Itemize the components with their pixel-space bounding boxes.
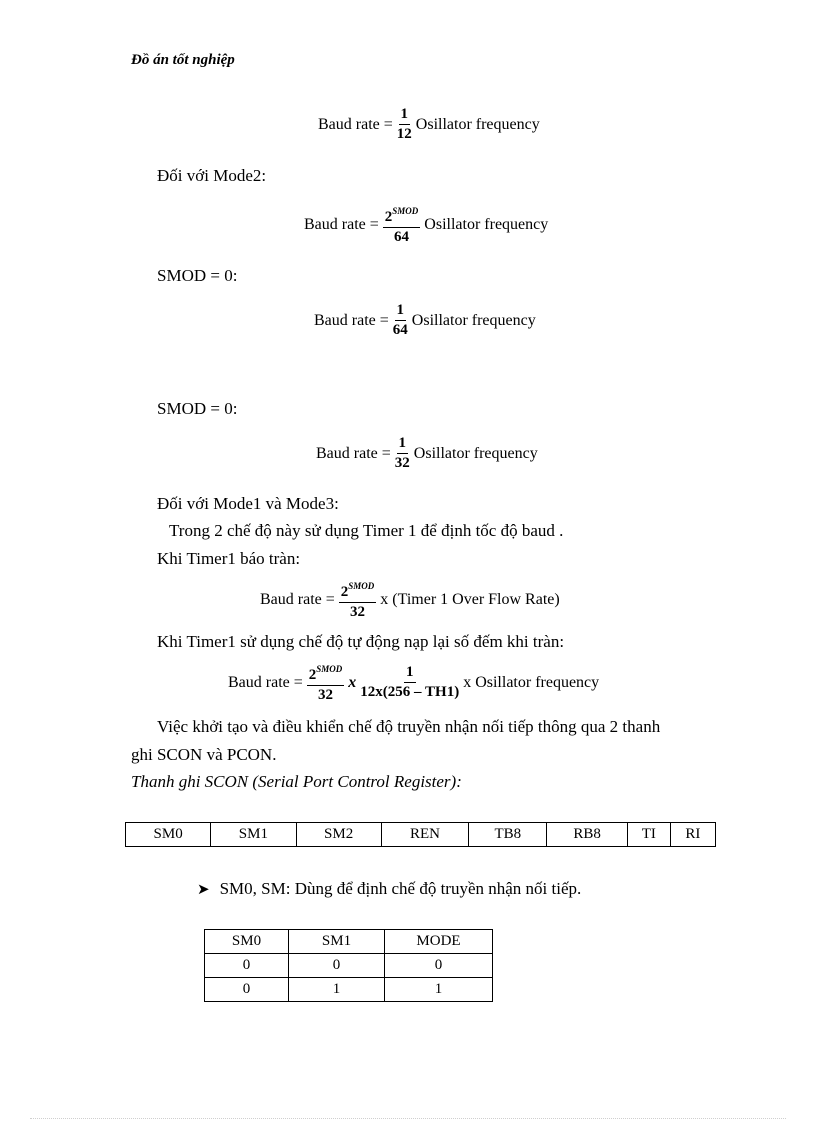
page-header: Đồ án tốt nghiệp — [131, 52, 235, 68]
mode2-label: Đối với Mode2: — [157, 166, 267, 185]
denominator: 32 — [394, 455, 410, 471]
mode13-label: Đối với Mode1 và Mode3: — [157, 494, 339, 513]
baud-label: Baud rate — [304, 215, 366, 233]
autoreload-suffix: x Osillator frequency — [463, 673, 600, 691]
fraction — [339, 578, 377, 621]
baud-label: Baud rate — [260, 590, 322, 608]
numerator: 1 — [399, 106, 411, 125]
mode-table — [204, 929, 493, 1002]
scon-register-table — [125, 822, 716, 847]
numerator — [307, 661, 345, 686]
autoreload-label: Khi Timer1 sử dụng chế độ tự động nạp lại số đếm khi tràn: — [157, 632, 565, 651]
osc-label: Osillator frequency — [411, 311, 536, 329]
table-cell: 0 — [205, 954, 289, 978]
table-cell: 1 — [289, 978, 385, 1002]
column-header: SM1 — [289, 930, 385, 954]
osc-label: Osillator frequency — [413, 444, 538, 462]
osc-label: Osillator frequency — [424, 215, 549, 233]
baud-label: Baud rate — [314, 311, 376, 329]
denominator: 32 — [350, 604, 366, 620]
scon-bit: SM0 — [126, 823, 211, 847]
formula-overflow: Baud rate = $\frac{2^{SMOD}}{32}$ x (Timer 1 Over Flow Rate) — [260, 578, 560, 621]
formula-smod0-b: Baud rate = $\frac{1}{32}$ Osillator frequency — [316, 435, 538, 471]
scon-bit: TB8 — [469, 823, 547, 847]
fraction — [360, 664, 459, 701]
denominator: 32 — [318, 687, 334, 703]
table-row — [205, 978, 493, 1002]
scon-bit: RB8 — [547, 823, 628, 847]
timer-line: Trong 2 chế độ này sử dụng Timer 1 để định tốc độ baud . — [169, 521, 564, 540]
paragraph-line-1: Việc khởi tạo và điều khiển chế độ truyền nhận nối tiếp thông qua 2 thanh — [157, 717, 661, 736]
numerator: 1 — [397, 435, 409, 454]
fraction — [383, 203, 421, 246]
bullet-text: SM0, SM: Dùng để định chế độ truyền nhận nối tiếp. — [219, 879, 582, 898]
formula-autoreload: Baud rate = $\frac{2^{SMOD}}{32}$ x $\frac{1}{12x(256 - TH1)}$ x Osillator frequency — [228, 661, 599, 704]
scon-bit: REN — [381, 823, 469, 847]
paragraph-line-2: ghi SCON và PCON. — [131, 745, 277, 764]
scon-heading: Thanh ghi SCON (Serial Port Control Register): — [131, 772, 462, 791]
exponent: SMOD — [392, 206, 419, 216]
osc-label: Osillator frequency — [415, 115, 540, 133]
formula-mode0: Baud rate = $\frac{1}{12}$ Osillator frequency — [318, 106, 540, 142]
fraction — [395, 435, 410, 472]
fraction — [307, 661, 345, 704]
column-header: MODE — [385, 930, 493, 954]
table-cell: 0 — [289, 954, 385, 978]
bullet-item — [197, 879, 581, 899]
column-header: SM0 — [205, 930, 289, 954]
formula-mode2: Baud rate = $\frac{2^{SMOD}}{64}$ Osillator frequency — [304, 203, 548, 246]
numerator — [383, 203, 421, 228]
table-row — [205, 954, 493, 978]
exponent: SMOD — [316, 664, 343, 674]
table-cell: 1 — [385, 978, 493, 1002]
arrow-bullet-icon: ➤ — [197, 882, 210, 898]
scon-bit: SM2 — [296, 823, 381, 847]
times-sign: x — [348, 673, 357, 691]
scon-bit: RI — [670, 823, 715, 847]
baud-label: Baud rate — [318, 115, 380, 133]
denominator: 64 — [392, 322, 408, 338]
table-header-row — [205, 930, 493, 954]
baud-label: Baud rate — [316, 444, 378, 462]
base: 2 — [340, 584, 349, 600]
numerator — [339, 578, 377, 603]
overflow-suffix: x (Timer 1 Over Flow Rate) — [380, 590, 560, 608]
smod-label: SMOD = 0: — [157, 399, 238, 418]
scon-bit: TI — [627, 823, 670, 847]
baud-label: Baud rate — [228, 673, 290, 691]
denominator: 12x(256 – TH1) — [360, 684, 460, 700]
table-cell: 0 — [205, 978, 289, 1002]
base: 2 — [308, 667, 317, 683]
numerator: 1 — [404, 664, 416, 683]
fraction — [397, 106, 412, 143]
smod-label: SMOD = 0: — [157, 266, 238, 285]
scon-bit: SM1 — [211, 823, 296, 847]
table-cell: 0 — [385, 954, 493, 978]
fraction — [393, 302, 408, 339]
denominator: 12 — [396, 126, 412, 142]
denominator: 64 — [394, 229, 410, 245]
table-row — [126, 823, 716, 847]
formula-smod0-a: Baud rate = $\frac{1}{64}$ Osillator frequency — [314, 302, 536, 338]
base: 2 — [384, 209, 393, 225]
overflow-label: Khi Timer1 báo tràn: — [157, 549, 301, 568]
exponent: SMOD — [348, 581, 375, 591]
footer-divider — [30, 1118, 786, 1119]
numerator: 1 — [395, 302, 407, 321]
